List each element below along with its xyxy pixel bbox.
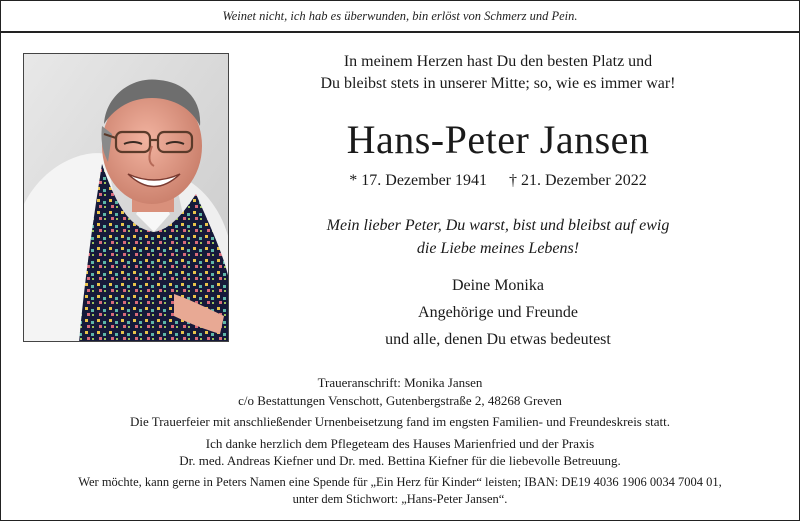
ceremony-note	[10, 413, 790, 431]
thanks-line: Ich danke herzlich dem Pflegeteam des Hauses Marienfried und der Praxis	[205, 435, 595, 451]
verse-line: In meinem Herzen hast Du den besten Platz und	[343, 53, 653, 70]
portrait-photo	[23, 53, 229, 342]
mourner-line: Angehörige und Freunde	[418, 304, 578, 321]
memorial-verse	[268, 51, 728, 95]
birth-date: * 17. Dezember 1941	[349, 172, 487, 189]
verse-line: Du bleibst stets in unserer Mitte; so, wie es immer war!	[320, 75, 676, 92]
dedication-line: die Liebe meines Lebens!	[416, 240, 580, 257]
mourners	[268, 272, 728, 353]
ceremony-text: Die Trauerfeier mit anschließender Urnenbeisetzung fand im engsten Familien- und Freundeskreis statt.	[129, 414, 671, 429]
deceased-name: Hans-Peter Jansen	[346, 117, 650, 162]
thanks-note	[10, 435, 790, 470]
donation-note	[10, 474, 790, 509]
address-line: c/o Bestattungen Venschott, Gutenbergstraße 2, 48268 Greven	[238, 392, 562, 408]
death-date: † 21. Dezember 2022	[509, 172, 647, 189]
donation-line: unter dem Stichwort: „Hans-Peter Jansen“.	[292, 492, 508, 506]
motto: Weinet nicht, ich hab es überwunden, bin erlöst von Schmerz und Pein.	[222, 9, 578, 23]
thanks-line: Dr. med. Andreas Kiefner und Dr. med. Bettina Kiefner für die liebevolle Betreuung.	[179, 453, 621, 468]
mourner-line: Deine Monika	[452, 277, 544, 294]
header-divider	[0, 31, 800, 33]
mourner-line: und alle, denen Du etwas bedeutest	[385, 331, 611, 348]
dedication-line: Mein lieber Peter, Du warst, bist und bleibst auf ewig	[326, 217, 670, 234]
dedication	[268, 214, 728, 260]
donation-line: Wer möchte, kann gerne in Peters Namen eine Spende für „Ein Herz für Kinder“ leisten; IBAN: DE19 4036 1906 0034 7004 01,	[78, 474, 722, 489]
footer-info	[10, 374, 790, 513]
life-dates	[268, 172, 728, 190]
address-line: Traueranschrift: Monika Jansen	[317, 375, 483, 390]
funeral-address	[10, 374, 790, 409]
